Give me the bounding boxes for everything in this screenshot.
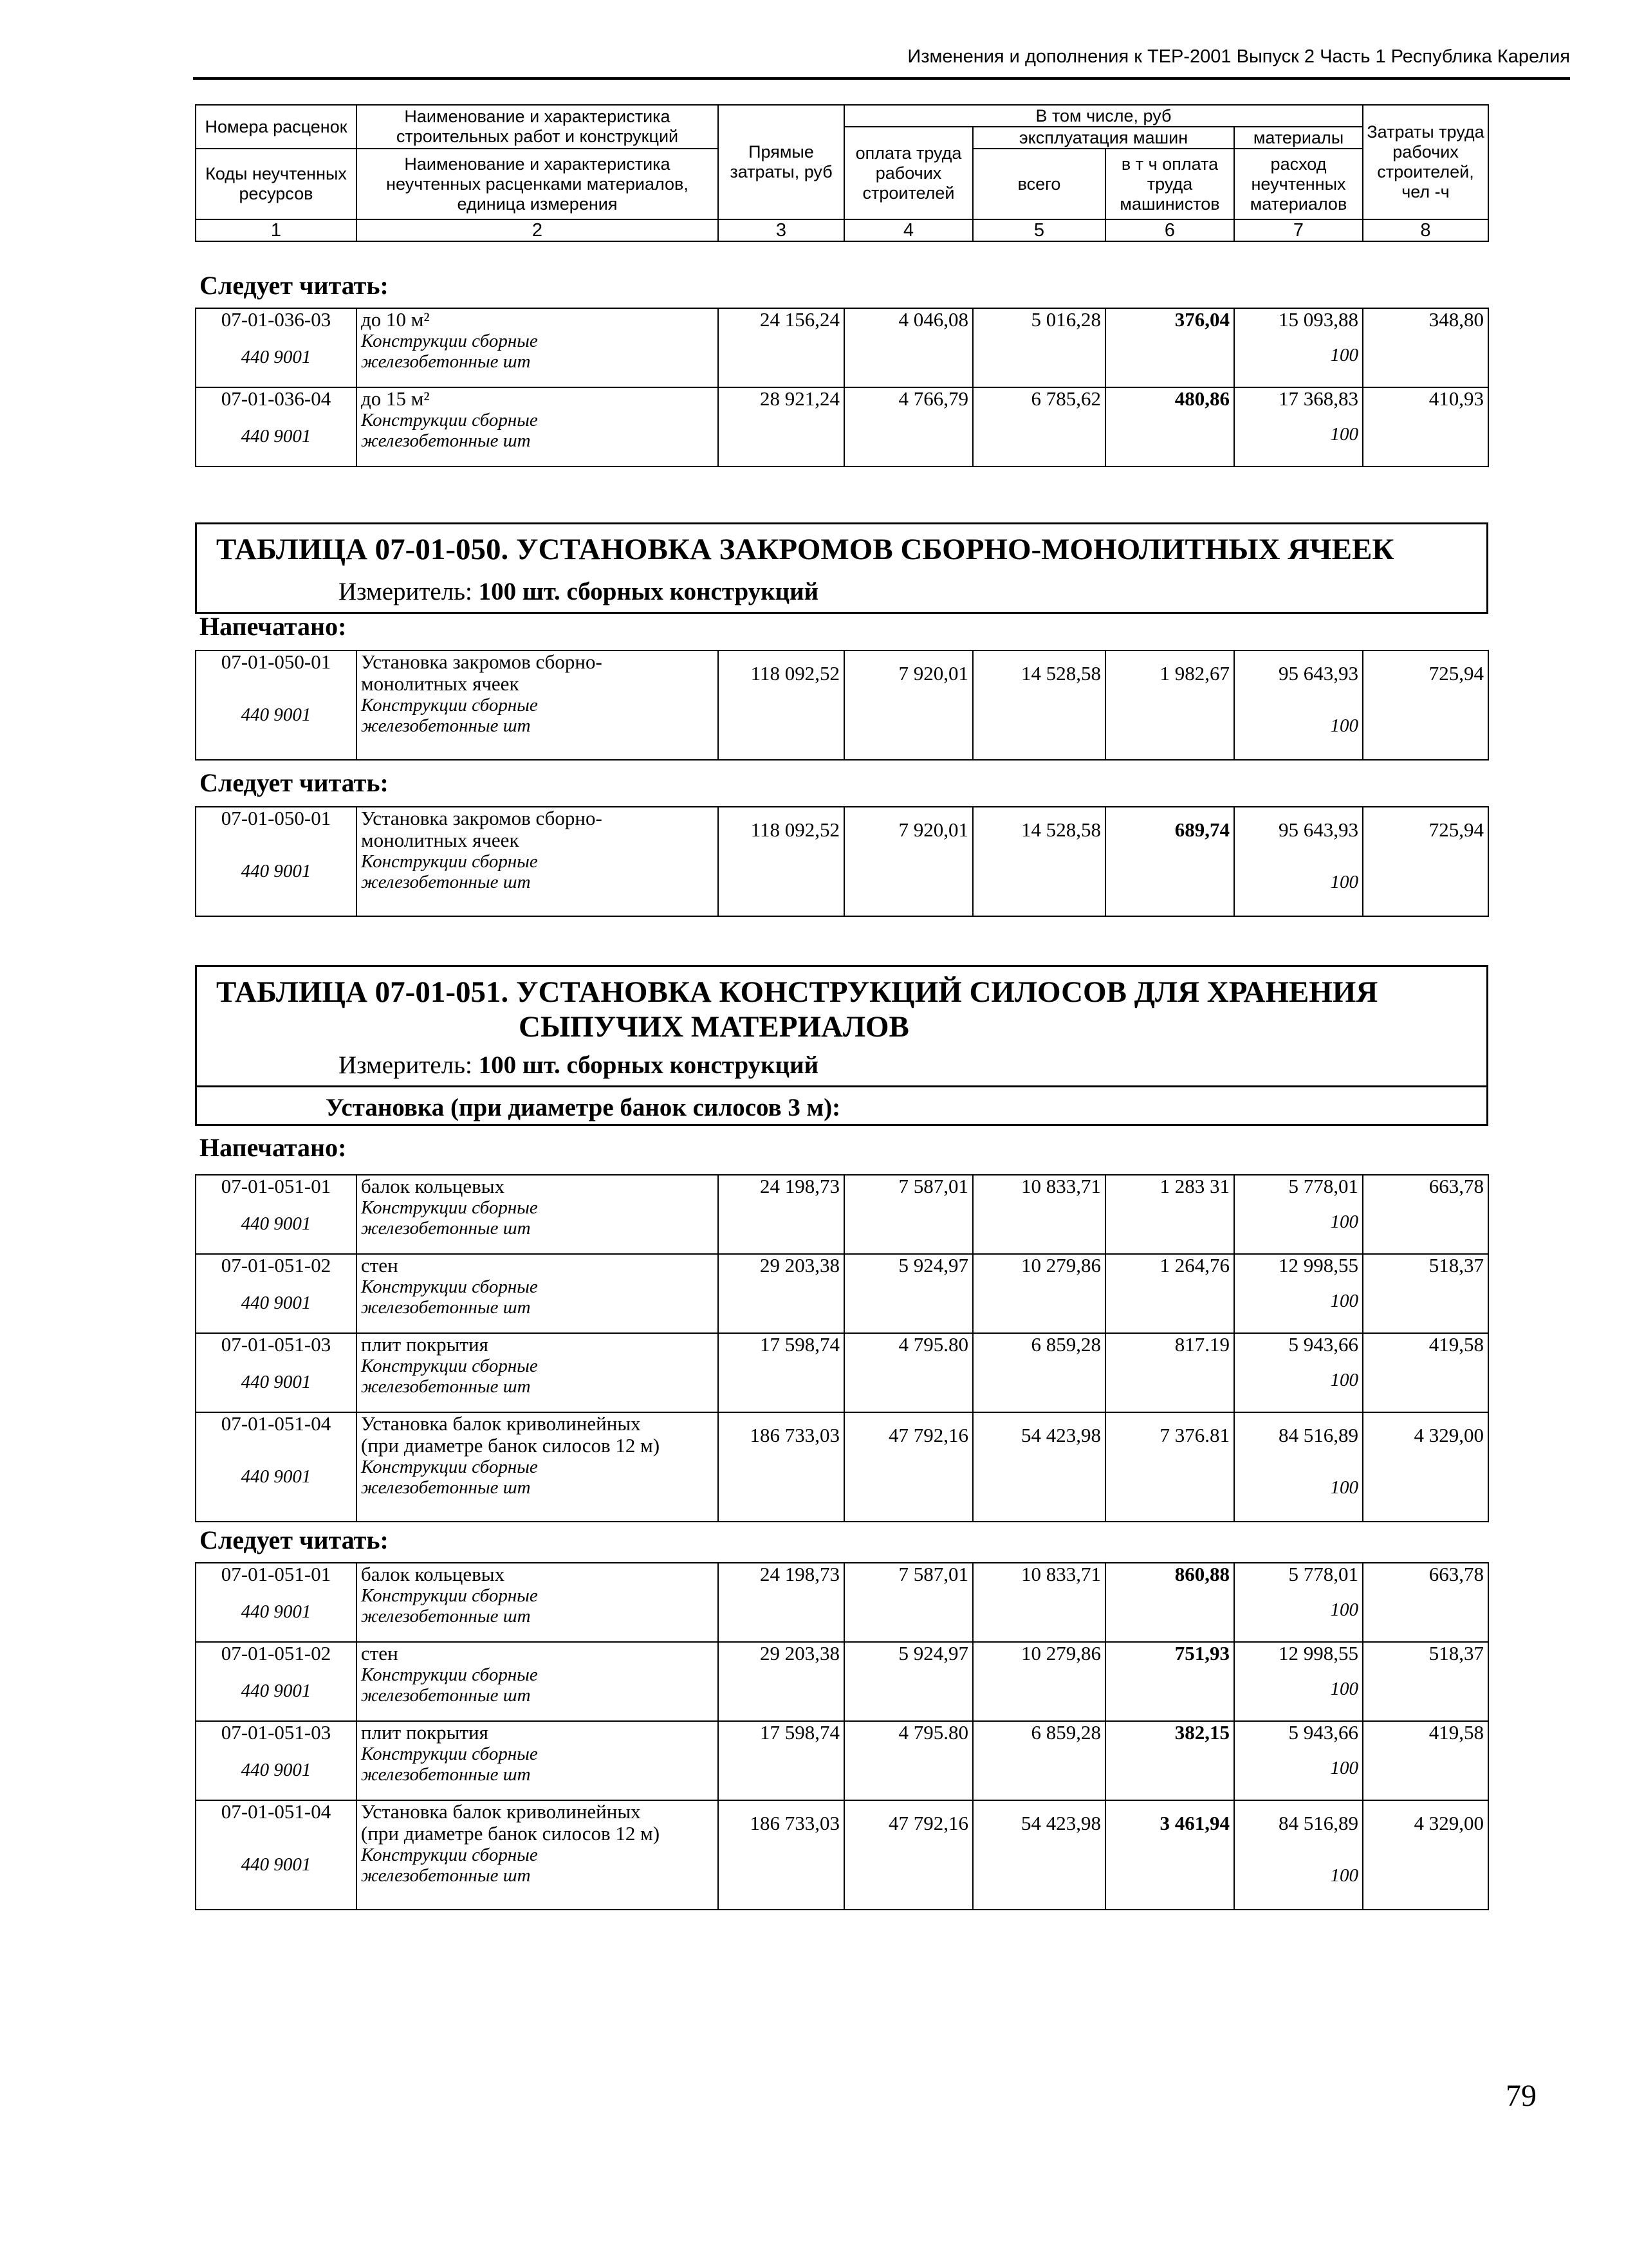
materials-value: 5 778,01 xyxy=(1288,1563,1358,1585)
rate-code: 07-01-051-03 xyxy=(221,1721,331,1744)
table-s5 xyxy=(195,1562,1489,1910)
resource-name xyxy=(361,1277,714,1318)
resource-name-line: Конструкции сборные xyxy=(361,1197,538,1218)
table-s2 xyxy=(195,650,1489,761)
materials-cost xyxy=(1234,1254,1363,1333)
resource-code: 440 9001 xyxy=(241,1760,311,1780)
machinist-labor-cost: 1 982,67 xyxy=(1105,650,1234,760)
direct-cost: 29 203,38 xyxy=(718,1254,844,1333)
title-separator xyxy=(197,1085,1486,1087)
resource-code: 440 9001 xyxy=(241,1601,311,1622)
work-name xyxy=(356,1563,718,1642)
rate-code: 07-01-036-03 xyxy=(221,308,331,331)
rate-code: 07-01-051-02 xyxy=(221,1254,331,1277)
resource-name-line: железобетонные шт xyxy=(361,1865,531,1886)
table-row xyxy=(196,1642,1488,1721)
resource-qty: 100 xyxy=(1330,1865,1358,1886)
labor-hours: 725,94 xyxy=(1363,807,1488,916)
resource-name xyxy=(361,695,714,736)
meter: Измеритель: 100 шт. сборных конструкций xyxy=(338,1051,819,1079)
resource-name-line: Конструкции сборные xyxy=(361,1845,538,1865)
labor-cost: 4 795.80 xyxy=(844,1333,973,1412)
resource-name xyxy=(361,331,714,372)
work-name-line: до 15 м² xyxy=(361,387,430,410)
labor-hours: 419,58 xyxy=(1363,1333,1488,1412)
table-row xyxy=(196,1254,1488,1333)
work-name-line: стен xyxy=(361,1642,398,1664)
resource-name-line: Конструкции сборные xyxy=(361,1664,538,1685)
col-number: 7 xyxy=(1234,219,1363,241)
materials-cost xyxy=(1234,1800,1363,1910)
resource-qty: 100 xyxy=(1330,1477,1358,1498)
table-s3 xyxy=(195,806,1489,917)
materials-value: 95 643,93 xyxy=(1279,818,1358,841)
labor-cost: 5 924,97 xyxy=(844,1642,973,1721)
table-title-line1: ТАБЛИЦА 07-01-051. УСТАНОВКА КОНСТРУКЦИЙ СИЛОСОВ ДЛЯ ХРАНЕНИЯ xyxy=(216,975,1378,1009)
resource-name xyxy=(361,1744,714,1785)
header-rule xyxy=(193,77,1570,80)
resource-name-line: железобетонные шт xyxy=(361,715,531,736)
resource-name xyxy=(361,1457,714,1498)
resource-name-line: Конструкции сборные xyxy=(361,695,538,715)
work-name xyxy=(356,1254,718,1333)
rate-code-cell xyxy=(196,1254,356,1333)
work-name-line: (при диаметре банок силосов 12 м) xyxy=(361,1434,660,1457)
resource-name-line: железобетонные шт xyxy=(361,1764,531,1785)
header-col2-top: Наименование и характеристика строительных работ и конструкций xyxy=(356,105,718,149)
work-name xyxy=(356,1800,718,1910)
resource-name-line: железобетонные шт xyxy=(361,1685,531,1706)
resource-code: 440 9001 xyxy=(241,426,311,447)
materials-cost xyxy=(1234,807,1363,916)
work-name-line: Установка балок криволинейных xyxy=(361,1800,641,1823)
materials-cost xyxy=(1234,1175,1363,1254)
resource-name-line: железобетонные шт xyxy=(361,430,531,451)
rate-code: 07-01-036-04 xyxy=(221,387,331,410)
labor-cost: 4 795.80 xyxy=(844,1721,973,1800)
resource-code: 440 9001 xyxy=(241,347,311,367)
work-name xyxy=(356,1721,718,1800)
materials-cost xyxy=(1234,1333,1363,1412)
resource-code: 440 9001 xyxy=(241,705,311,725)
header-col5: всего xyxy=(973,149,1105,219)
labor-cost: 47 792,16 xyxy=(844,1412,973,1522)
labor-hours: 725,94 xyxy=(1363,650,1488,760)
resource-code: 440 9001 xyxy=(241,1681,311,1701)
resource-name-line: железобетонные шт xyxy=(361,872,531,892)
machine-cost: 6 859,28 xyxy=(973,1721,1105,1800)
machinist-labor-cost: 751,93 xyxy=(1105,1642,1234,1721)
work-name xyxy=(356,807,718,916)
rate-code-cell xyxy=(196,1800,356,1910)
table-row xyxy=(196,1412,1488,1522)
header-col2-bottom: Наименование и характеристика неучтенных расценками материалов, единица измерения xyxy=(356,149,718,219)
table-row xyxy=(196,308,1488,387)
materials-value: 17 368,83 xyxy=(1279,387,1358,410)
work-name-line: Установка балок криволинейных xyxy=(361,1412,641,1435)
materials-value: 15 093,88 xyxy=(1279,308,1358,331)
machine-cost: 5 016,28 xyxy=(973,308,1105,387)
col-number: 5 xyxy=(973,219,1105,241)
meter: Измеритель: 100 шт. сборных конструкций xyxy=(338,578,819,605)
rate-code-cell xyxy=(196,650,356,760)
resource-name xyxy=(361,410,714,451)
machine-cost: 10 279,86 xyxy=(973,1254,1105,1333)
resource-code: 440 9001 xyxy=(241,1854,311,1875)
resource-name-line: Конструкции сборные xyxy=(361,1744,538,1764)
section-label: Напечатано: xyxy=(199,612,347,641)
resource-qty: 100 xyxy=(1330,1679,1358,1699)
work-name xyxy=(356,650,718,760)
col-number: 2 xyxy=(356,219,718,241)
table-row xyxy=(196,1333,1488,1412)
table-row xyxy=(196,807,1488,916)
materials-value: 5 778,01 xyxy=(1288,1175,1358,1197)
direct-cost: 24 156,24 xyxy=(718,308,844,387)
rate-code: 07-01-051-02 xyxy=(221,1642,331,1664)
rate-code-cell xyxy=(196,807,356,916)
resource-name-line: Конструкции сборные xyxy=(361,1277,538,1297)
header-col7: расход неучтенных материалов xyxy=(1234,149,1363,219)
machinist-labor-cost: 382,15 xyxy=(1105,1721,1234,1800)
rate-code: 07-01-051-04 xyxy=(221,1800,331,1823)
rate-code: 07-01-051-03 xyxy=(221,1333,331,1356)
table-s4 xyxy=(195,1174,1489,1522)
direct-cost: 118 092,52 xyxy=(718,807,844,916)
direct-cost: 118 092,52 xyxy=(718,650,844,760)
table-050-title-box xyxy=(195,522,1488,614)
resource-name-line: Конструкции сборные xyxy=(361,1356,538,1376)
table-row xyxy=(196,1563,1488,1642)
labor-hours: 410,93 xyxy=(1363,387,1488,466)
resource-name-line: железобетонные шт xyxy=(361,1477,531,1498)
work-name-line: Установка закромов сборно- xyxy=(361,650,602,673)
machinist-labor-cost: 860,88 xyxy=(1105,1563,1234,1642)
materials-value: 12 998,55 xyxy=(1279,1642,1358,1664)
machinist-labor-cost: 376,04 xyxy=(1105,308,1234,387)
table-051-title-box xyxy=(195,965,1488,1126)
labor-hours: 518,37 xyxy=(1363,1254,1488,1333)
labor-hours: 4 329,00 xyxy=(1363,1412,1488,1522)
machinist-labor-cost: 689,74 xyxy=(1105,807,1234,916)
direct-cost: 186 733,03 xyxy=(718,1412,844,1522)
work-name-line: Установка закромов сборно- xyxy=(361,807,602,829)
labor-hours: 4 329,00 xyxy=(1363,1800,1488,1910)
rate-code-cell xyxy=(196,1642,356,1721)
rate-code: 07-01-051-01 xyxy=(221,1563,331,1585)
work-name-line: до 10 м² xyxy=(361,308,430,331)
table-row xyxy=(196,650,1488,760)
resource-code: 440 9001 xyxy=(241,1293,311,1313)
table-s1 xyxy=(195,308,1489,467)
resource-name-line: железобетонные шт xyxy=(361,1218,531,1239)
table-row xyxy=(196,1721,1488,1800)
col-number: 3 xyxy=(718,219,844,241)
work-name xyxy=(356,308,718,387)
header-col1-top: Номера расценок xyxy=(196,105,356,149)
rate-code-cell xyxy=(196,387,356,466)
machine-cost: 6 785,62 xyxy=(973,387,1105,466)
col-number: 4 xyxy=(844,219,973,241)
machinist-labor-cost: 1 283 31 xyxy=(1105,1175,1234,1254)
labor-cost: 7 587,01 xyxy=(844,1563,973,1642)
materials-value: 12 998,55 xyxy=(1279,1254,1358,1277)
materials-value: 5 943,66 xyxy=(1288,1333,1358,1356)
direct-cost: 17 598,74 xyxy=(718,1721,844,1800)
machine-cost: 14 528,58 xyxy=(973,650,1105,760)
rate-code-cell xyxy=(196,1412,356,1522)
materials-cost xyxy=(1234,1563,1363,1642)
resource-name-line: железобетонные шт xyxy=(361,351,531,372)
machinist-labor-cost: 7 376.81 xyxy=(1105,1412,1234,1522)
work-name-line: балок кольцевых xyxy=(361,1175,505,1197)
resource-code: 440 9001 xyxy=(241,1213,311,1234)
section-label: Напечатано: xyxy=(199,1133,347,1162)
work-name xyxy=(356,387,718,466)
resource-name-line: Конструкции сборные xyxy=(361,331,538,351)
resource-qty: 100 xyxy=(1330,345,1358,365)
resource-qty: 100 xyxy=(1330,1291,1358,1311)
running-head: Изменения и дополнения к ТЕР-2001 Выпуск 2 Часть 1 Республика Карелия xyxy=(907,46,1570,67)
work-name xyxy=(356,1175,718,1254)
direct-cost: 186 733,03 xyxy=(718,1800,844,1910)
resource-name-line: Конструкции сборные xyxy=(361,410,538,430)
labor-hours: 663,78 xyxy=(1363,1563,1488,1642)
labor-cost: 7 920,01 xyxy=(844,807,973,916)
rate-code: 07-01-051-04 xyxy=(221,1412,331,1435)
machinist-labor-cost: 480,86 xyxy=(1105,387,1234,466)
header-group: В том числе, руб xyxy=(844,105,1363,127)
work-name-line: балок кольцевых xyxy=(361,1563,505,1585)
table-row xyxy=(196,1800,1488,1910)
labor-cost: 4 766,79 xyxy=(844,387,973,466)
machine-cost: 54 423,98 xyxy=(973,1800,1105,1910)
header-col3: Прямые затраты, руб xyxy=(718,105,844,219)
resource-name-line: железобетонные шт xyxy=(361,1606,531,1627)
resource-name-line: Конструкции сборные xyxy=(361,1585,538,1606)
rate-code-cell xyxy=(196,1563,356,1642)
resource-qty: 100 xyxy=(1330,715,1358,736)
table-row xyxy=(196,387,1488,466)
resource-name-line: железобетонные шт xyxy=(361,1376,531,1397)
column-header-table xyxy=(195,104,1489,242)
labor-hours: 419,58 xyxy=(1363,1721,1488,1800)
work-name-line: монолитных ячеек xyxy=(361,829,519,851)
direct-cost: 24 198,73 xyxy=(718,1563,844,1642)
rate-code-cell xyxy=(196,1333,356,1412)
section-label: Следует читать: xyxy=(199,1526,389,1554)
header-col1-bottom: Коды неучтенных ресурсов xyxy=(196,149,356,219)
labor-cost: 47 792,16 xyxy=(844,1800,973,1910)
header-materials: материалы xyxy=(1234,127,1363,149)
work-name-line: монолитных ячеек xyxy=(361,672,519,695)
page-number: 79 xyxy=(1506,2079,1537,2113)
machine-cost: 6 859,28 xyxy=(973,1333,1105,1412)
rate-code: 07-01-050-01 xyxy=(221,807,331,829)
labor-cost: 5 924,97 xyxy=(844,1254,973,1333)
machinist-labor-cost: 3 461,94 xyxy=(1105,1800,1234,1910)
labor-hours: 348,80 xyxy=(1363,308,1488,387)
materials-cost xyxy=(1234,308,1363,387)
materials-cost xyxy=(1234,1412,1363,1522)
resource-name-line: железобетонные шт xyxy=(361,1297,531,1318)
col-number: 6 xyxy=(1105,219,1234,241)
materials-value: 84 516,89 xyxy=(1279,1812,1358,1834)
resource-name xyxy=(361,1664,714,1706)
labor-hours: 663,78 xyxy=(1363,1175,1488,1254)
resource-name xyxy=(361,1585,714,1627)
rate-code-cell xyxy=(196,308,356,387)
work-name xyxy=(356,1412,718,1522)
work-name-line: стен xyxy=(361,1254,398,1277)
resource-name-line: Конструкции сборные xyxy=(361,851,538,872)
materials-cost xyxy=(1234,650,1363,760)
materials-cost xyxy=(1234,1721,1363,1800)
machinist-labor-cost: 817.19 xyxy=(1105,1333,1234,1412)
direct-cost: 28 921,24 xyxy=(718,387,844,466)
machine-cost: 54 423,98 xyxy=(973,1412,1105,1522)
labor-hours: 518,37 xyxy=(1363,1642,1488,1721)
rate-code: 07-01-051-01 xyxy=(221,1175,331,1197)
rate-code-cell xyxy=(196,1721,356,1800)
materials-value: 84 516,89 xyxy=(1279,1424,1358,1446)
work-name xyxy=(356,1642,718,1721)
resource-name-line: Конструкции сборные xyxy=(361,1457,538,1477)
labor-cost: 7 587,01 xyxy=(844,1175,973,1254)
resource-qty: 100 xyxy=(1330,424,1358,445)
materials-value: 5 943,66 xyxy=(1288,1721,1358,1744)
work-name-line: (при диаметре банок силосов 12 м) xyxy=(361,1822,660,1845)
work-name xyxy=(356,1333,718,1412)
direct-cost: 24 198,73 xyxy=(718,1175,844,1254)
resource-qty: 100 xyxy=(1330,872,1358,892)
table-subtitle: Установка (при диаметре банок силосов 3 м): xyxy=(326,1094,841,1121)
labor-cost: 4 046,08 xyxy=(844,308,973,387)
header-col8: Затраты труда рабочих строителей, чел -ч xyxy=(1363,105,1488,219)
header-col4: оплата труда рабочих строителей xyxy=(844,127,973,219)
materials-cost xyxy=(1234,387,1363,466)
machinist-labor-cost: 1 264,76 xyxy=(1105,1254,1234,1333)
direct-cost: 29 203,38 xyxy=(718,1642,844,1721)
machine-cost: 14 528,58 xyxy=(973,807,1105,916)
col-number: 1 xyxy=(196,219,356,241)
rate-code: 07-01-050-01 xyxy=(221,650,331,673)
direct-cost: 17 598,74 xyxy=(718,1333,844,1412)
resource-code: 440 9001 xyxy=(241,1466,311,1487)
section-label: Следует читать: xyxy=(199,271,389,300)
resource-name xyxy=(361,1197,714,1239)
resource-name xyxy=(361,1356,714,1397)
header-col6: в т ч оплата труда машинистов xyxy=(1105,149,1234,219)
resource-qty: 100 xyxy=(1330,1370,1358,1390)
machine-cost: 10 833,71 xyxy=(973,1563,1105,1642)
resource-qty: 100 xyxy=(1330,1600,1358,1620)
work-name-line: плит покрытия xyxy=(361,1333,488,1356)
resource-code: 440 9001 xyxy=(241,1372,311,1392)
section-label: Следует читать: xyxy=(199,768,389,797)
col-number: 8 xyxy=(1363,219,1488,241)
table-title-line2: СЫПУЧИХ МАТЕРИАЛОВ xyxy=(519,1010,909,1044)
table-title: ТАБЛИЦА 07-01-050. УСТАНОВКА ЗАКРОМОВ СБОРНО-МОНОЛИТНЫХ ЯЧЕЕК xyxy=(216,533,1394,566)
materials-cost xyxy=(1234,1642,1363,1721)
resource-name xyxy=(361,1845,714,1886)
table-row xyxy=(196,1175,1488,1254)
resource-qty: 100 xyxy=(1330,1212,1358,1232)
header-machines: эксплуатация машин xyxy=(973,127,1234,149)
resource-code: 440 9001 xyxy=(241,861,311,881)
labor-cost: 7 920,01 xyxy=(844,650,973,760)
materials-value: 95 643,93 xyxy=(1279,662,1358,685)
resource-name xyxy=(361,851,714,892)
work-name-line: плит покрытия xyxy=(361,1721,488,1744)
resource-qty: 100 xyxy=(1330,1758,1358,1778)
machine-cost: 10 279,86 xyxy=(973,1642,1105,1721)
machine-cost: 10 833,71 xyxy=(973,1175,1105,1254)
rate-code-cell xyxy=(196,1175,356,1254)
